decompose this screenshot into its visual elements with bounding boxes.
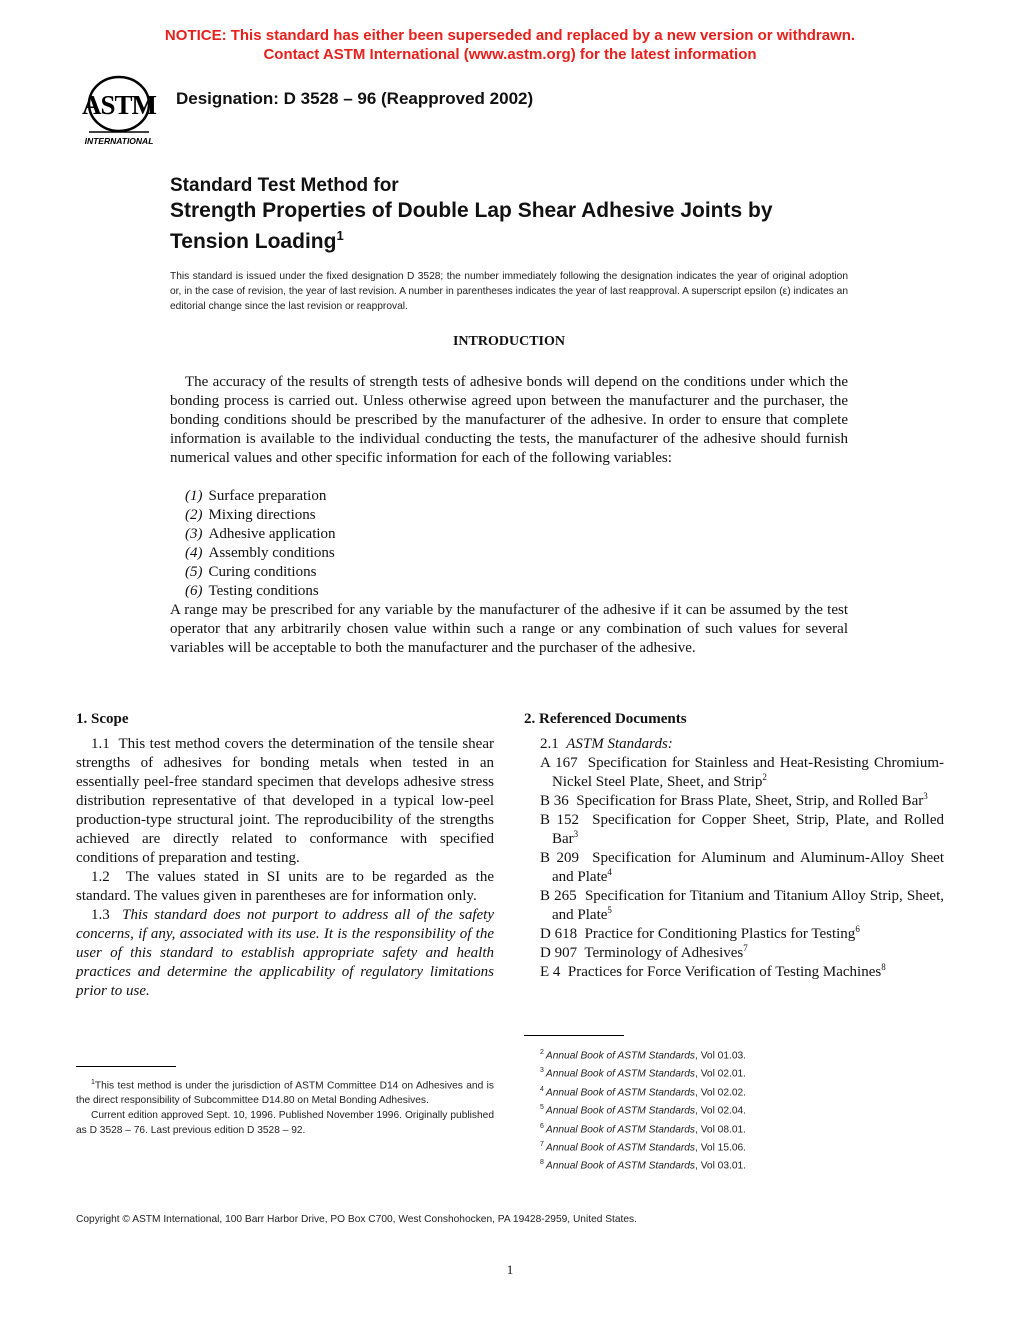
footnote-divider-right: [524, 1035, 624, 1036]
introduction-heading: INTRODUCTION: [452, 334, 565, 349]
page-number: 1: [506, 1262, 514, 1277]
logo-subtext: INTERNATIONAL: [84, 136, 154, 146]
ref-code: B 265: [540, 888, 577, 904]
list-item: [540, 849, 944, 887]
footnote: [76, 1075, 494, 1108]
footnote-vol: , Vol 15.06.: [695, 1142, 747, 1154]
ref-text: Terminology of Adhesives: [584, 945, 744, 961]
scope-heading: 1. Scope: [76, 711, 129, 727]
paragraph-text: This test method covers the determination of the tensile shear strengths of adhesives for bonding metals when tested in an essentially peel-free standard specimen that develops adhesive stress distribution representative of that developed in a typical low-peel production-type structural joint. The reproducibility of the strengths achieved are directly related to conformance with specified conditions of preparation and testing.: [76, 736, 494, 866]
title-line-2: Strength Properties of Double Lap Shear Adhesive Joints by: [170, 199, 773, 222]
subheading-label: ASTM Standards:: [566, 736, 673, 752]
footnote-book: Annual Book of ASTM Standards: [545, 1087, 696, 1099]
scope-paragraph: [76, 906, 494, 1001]
ref-code: E 4: [540, 964, 561, 980]
list-item-text: Adhesive application: [208, 526, 336, 542]
issued-note: This standard is issued under the fixed designation D 3528; the number immediately following the designation indicates the year of original adoption or, in the case of revision, the year of last revision. A number in parentheses indicates the year of last reapproval. A superscript epsilon (ε) indicates an editorial change since the last revision or reapproval.: [170, 271, 848, 312]
ref-code: B 152: [540, 812, 580, 828]
title-line-3-text: Tension Loading: [170, 230, 337, 253]
list-item-num: (3): [185, 526, 203, 542]
footnote: [540, 1045, 944, 1063]
list-item: [540, 754, 944, 792]
astm-standards-subheading: [540, 735, 673, 754]
list-item: [540, 887, 944, 925]
list-item: [540, 792, 944, 811]
notice-banner: [0, 26, 1020, 64]
list-item-text: Assembly conditions: [208, 545, 335, 561]
footnote-book: Annual Book of ASTM Standards: [545, 1068, 696, 1080]
ref-footnote-mark: 8: [881, 962, 886, 972]
footnotes-right: [540, 1045, 944, 1174]
designation: Designation: D 3528 – 96 (Reapproved 2002): [176, 89, 534, 108]
list-item-num: (1): [185, 488, 203, 504]
title-line-1: Standard Test Method for: [170, 175, 399, 196]
list-item: [540, 925, 944, 944]
list-item: [185, 563, 585, 582]
list-item: [540, 811, 944, 849]
variables-list: [185, 487, 585, 601]
list-item-text: Surface preparation: [208, 488, 327, 504]
ref-footnote-mark: 3: [573, 829, 579, 839]
list-item-num: (5): [185, 564, 203, 580]
ref-footnote-mark: 2: [762, 772, 767, 782]
footnote-vol: , Vol 08.01.: [695, 1123, 747, 1135]
list-item: [185, 487, 585, 506]
footnotes-left: [76, 1075, 494, 1138]
list-item: [540, 963, 944, 982]
footnote-vol: , Vol 02.04.: [695, 1105, 747, 1117]
footnote: [540, 1082, 944, 1100]
ref-text: Practices for Force Verification of Testing Machines: [567, 964, 882, 980]
scope-body: [76, 735, 494, 1001]
ref-text: Specification for Copper Sheet, Strip, Plate, and Rolled Bar: [552, 812, 944, 847]
footnote-mark: 2: [540, 1049, 544, 1056]
list-item: [185, 525, 585, 544]
document-title: [170, 174, 870, 254]
introduction-paragraph-2: A range may be prescribed for any variable by the manufacturer of the adhesive if it can be assumed by the test operator that any arbitrarily chosen value within such a range or any combination of such values for several variables will be acceptable to both the manufacturer and the purchaser of the adhesive.: [170, 602, 848, 656]
footnote-book: Annual Book of ASTM Standards: [545, 1123, 696, 1135]
list-item: [185, 544, 585, 563]
list-item-text: Mixing directions: [208, 507, 316, 523]
list-item-num: (2): [185, 507, 203, 523]
scope-paragraph: [76, 868, 494, 906]
footnote-book: Annual Book of ASTM Standards: [545, 1105, 696, 1117]
ref-code: A 167: [540, 755, 578, 771]
ref-code: D 907: [540, 945, 578, 961]
ref-text: Specification for Aluminum and Aluminum-Alloy Sheet and Plate: [552, 850, 945, 885]
ref-text: Specification for Stainless and Heat-Resisting Chromium-Nickel Steel Plate, Sheet, and Strip: [552, 755, 944, 790]
scope-paragraph: [76, 735, 494, 868]
ref-code: B 209: [540, 850, 580, 866]
ref-footnote-mark: 6: [855, 924, 860, 934]
list-item: [185, 506, 585, 525]
paragraph-number: 1.3: [91, 907, 110, 923]
paragraph-number: 2.1: [540, 736, 559, 752]
ref-text: Practice for Conditioning Plastics for Testing: [584, 926, 856, 942]
footnote-text: This test method is under the jurisdiction of ASTM Committee D14 on Adhesives and is the direct responsibility of Subcommittee D14.80 on Metal Bonding Adhesives.: [76, 1080, 494, 1107]
footnote-mark: 6: [540, 1122, 544, 1130]
title-footnote-mark: 1: [336, 228, 344, 243]
list-item: [185, 582, 585, 601]
footnote-vol: , Vol 02.01.: [695, 1068, 747, 1080]
notice-line-1: NOTICE: This standard has either been superseded and replaced by a new version or withdrawn.: [164, 27, 856, 44]
footnote: [540, 1137, 944, 1155]
footnote-vol: , Vol 01.03.: [695, 1050, 747, 1062]
footnote-mark: 8: [540, 1159, 544, 1167]
referenced-documents-heading: 2. Referenced Documents: [524, 711, 687, 727]
footnote-vol: , Vol 03.01.: [695, 1160, 747, 1172]
paragraph-number: 1.1: [91, 736, 110, 752]
logo-text: ASTM: [81, 90, 157, 120]
paragraph-number: 1.2: [91, 869, 110, 885]
footnote-mark: 5: [540, 1104, 544, 1112]
list-item-text: Testing conditions: [208, 583, 319, 599]
copyright: Copyright © ASTM International, 100 Barr Harbor Drive, PO Box C700, West Conshohocken, PA 19428-2959, United States.: [76, 1214, 637, 1225]
referenced-documents-list: [540, 754, 944, 982]
astm-logo-icon: [76, 74, 162, 148]
footnote-book: Annual Book of ASTM Standards: [545, 1160, 696, 1172]
footnote-vol: , Vol 02.02.: [695, 1087, 747, 1099]
footnote-mark: 1: [91, 1079, 95, 1086]
astm-logo: [76, 74, 162, 148]
footnote: [540, 1155, 944, 1173]
footnote-divider-left: [76, 1066, 176, 1067]
footnote-mark: 4: [540, 1085, 544, 1093]
footnote: [540, 1100, 944, 1118]
footnote-mark: 3: [540, 1067, 544, 1075]
ref-code: B 36: [540, 793, 569, 809]
ref-text: Specification for Brass Plate, Sheet, Strip, and Rolled Bar: [576, 793, 924, 809]
footnote: [540, 1063, 944, 1081]
paragraph-text: The values stated in SI units are to be regarded as the standard. The values given in parentheses are for information only.: [76, 869, 494, 904]
ref-footnote-mark: 3: [923, 791, 928, 801]
ref-footnote-mark: 4: [607, 867, 612, 877]
notice-line-2: Contact ASTM International (www.astm.org) for the latest information: [263, 46, 757, 63]
ref-footnote-mark: 7: [743, 943, 748, 953]
footnote-book: Annual Book of ASTM Standards: [545, 1050, 696, 1062]
list-item: [540, 944, 944, 963]
introduction-paragraph-1: The accuracy of the results of strength tests of adhesive bonds will depend on the conditions under which the bonding process is carried out. Unless otherwise agreed upon between the manufacturer and the purchaser, the bonding conditions should be prescribed by the manufacturer of the adhesive. In order to ensure that complete information is available to the individual conducting the tests, the manufacturer of the adhesive should furnish numerical values and other specific information for each of the following variables:: [170, 374, 848, 466]
footnote: Current edition approved Sept. 10, 1996. Published November 1996. Originally published as D 3528 – 76. Last previous edition D 3528 – 92.: [76, 1110, 494, 1137]
ref-footnote-mark: 5: [607, 905, 612, 915]
list-item-num: (4): [185, 545, 203, 561]
list-item-num: (6): [185, 583, 203, 599]
title-line-3: [170, 223, 870, 254]
ref-text: Specification for Titanium and Titanium Alloy Strip, Sheet, and Plate: [552, 888, 944, 923]
ref-code: D 618: [540, 926, 578, 942]
footnote-book: Annual Book of ASTM Standards: [545, 1142, 696, 1154]
footnote: [540, 1119, 944, 1137]
footnote-mark: 7: [540, 1140, 544, 1148]
paragraph-text: This standard does not purport to address all of the safety concerns, if any, associated with its use. It is the responsibility of the user of this standard to establish appropriate safety and health practices and determine the applicability of regulatory limitations prior to use.: [76, 907, 495, 999]
list-item-text: Curing conditions: [208, 564, 317, 580]
